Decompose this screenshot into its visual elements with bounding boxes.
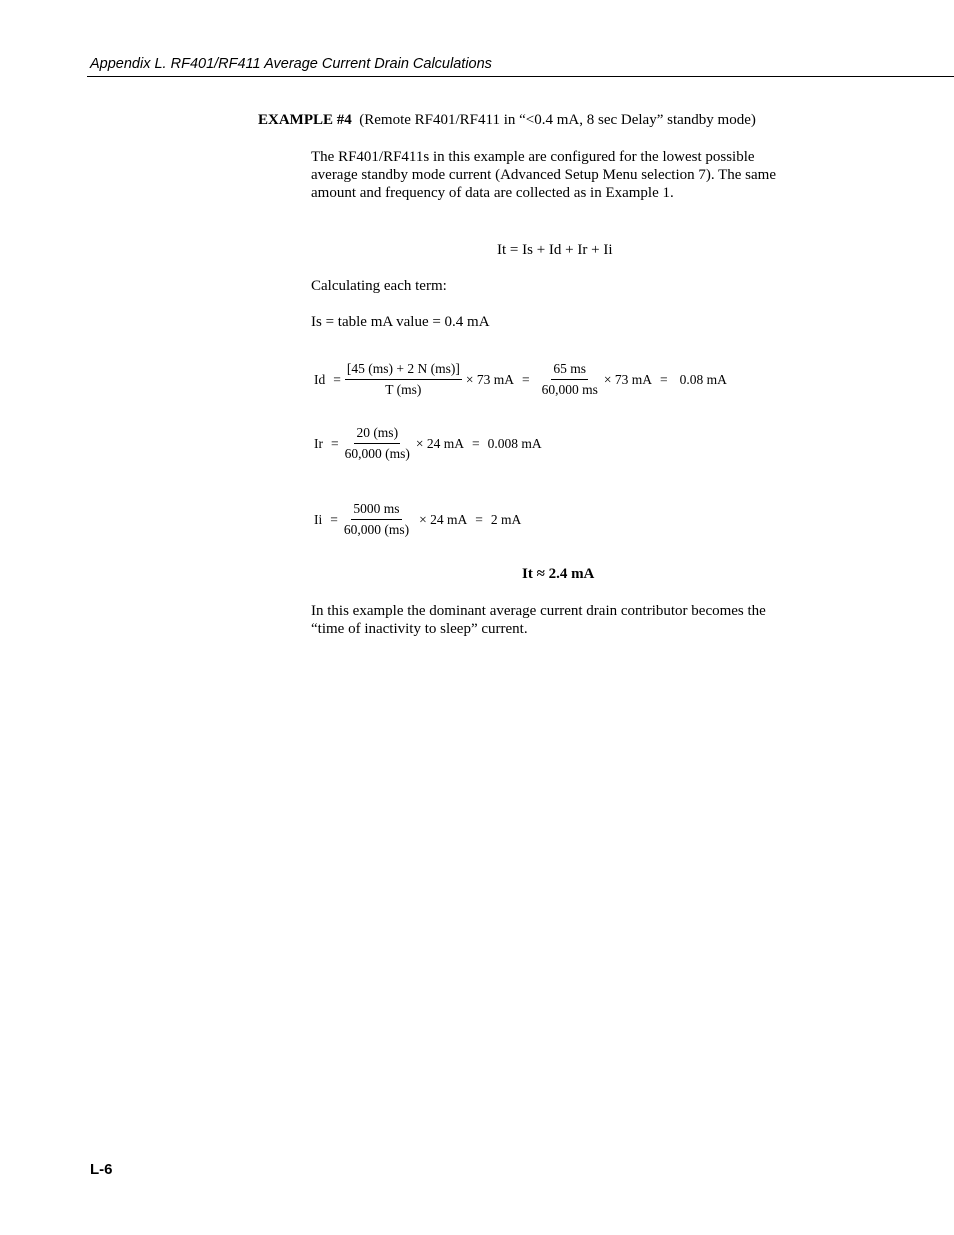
id-result: 0.08 mA: [679, 371, 727, 387]
ir-result: 0.008 mA: [487, 435, 542, 451]
ir-denominator: 60,000 (ms): [344, 446, 410, 461]
ir-equation: [314, 425, 542, 462]
id-equation: [314, 361, 727, 398]
ii-fraction: [342, 501, 411, 538]
calculating-label: Calculating each term:: [311, 278, 447, 294]
ir-lhs: Ir: [314, 435, 323, 451]
example-label: EXAMPLE #4: [258, 112, 352, 128]
ir-equals: =: [331, 435, 339, 451]
ii-result: 2 mA: [490, 511, 522, 527]
id-equals: =: [333, 371, 341, 387]
ii-denominator: 60,000 (ms): [343, 522, 410, 537]
ii-numerator: 5000 ms: [351, 501, 401, 520]
ii-lhs: Ii: [314, 511, 323, 527]
intro-line: average standby mode current (Advanced Setup Menu selection 7). The same: [311, 167, 776, 183]
page-header: Appendix L. RF401/RF411 Average Current Drain Calculations: [90, 56, 492, 72]
ii-equals: =: [330, 511, 338, 527]
conclusion-paragraph: [311, 602, 811, 638]
ir-multiplier: × 24 mA: [415, 435, 464, 451]
ii-multiplier: × 24 mA: [419, 511, 468, 527]
id-equals: =: [660, 371, 668, 387]
intro-paragraph: [311, 148, 811, 202]
total-current-equation: It = Is + Id + Ir + Ii: [497, 242, 613, 258]
id-fraction-value: [540, 361, 600, 398]
example-subtitle: (Remote RF401/RF411 in “<0.4 mA, 8 sec Delay” standby mode): [359, 112, 756, 128]
ii-equation: [314, 501, 521, 538]
is-term-line: Is = table mA value = 0.4 mA: [311, 314, 490, 330]
id-fraction-general: [345, 361, 462, 398]
example-heading: [258, 112, 756, 129]
intro-line: amount and frequency of data are collected as in Example 1.: [311, 185, 674, 201]
id-equals: =: [521, 371, 530, 387]
id-numerator-value: 65 ms: [551, 361, 588, 380]
ii-equals: =: [475, 511, 483, 527]
id-multiplier-value: × 73 mA: [603, 371, 652, 387]
total-result: It ≈ 2.4 mA: [522, 566, 595, 582]
header-divider: [87, 76, 954, 77]
conclusion-line: “time of inactivity to sleep” current.: [311, 621, 528, 637]
conclusion-line: In this example the dominant average current drain contributor becomes the: [311, 603, 766, 619]
ir-equals: =: [472, 435, 480, 451]
id-multiplier: × 73 mA: [465, 371, 514, 387]
id-numerator: [45 (ms) + 2 N (ms)]: [345, 361, 462, 380]
ir-fraction: [343, 425, 412, 462]
id-denominator: T (ms): [385, 382, 422, 397]
id-lhs: Id: [314, 371, 326, 387]
ir-numerator: 20 (ms): [354, 425, 400, 444]
intro-line: The RF401/RF411s in this example are configured for the lowest possible: [311, 149, 755, 165]
page-number: L-6: [90, 1161, 113, 1178]
id-denominator-value: 60,000 ms: [541, 382, 598, 397]
